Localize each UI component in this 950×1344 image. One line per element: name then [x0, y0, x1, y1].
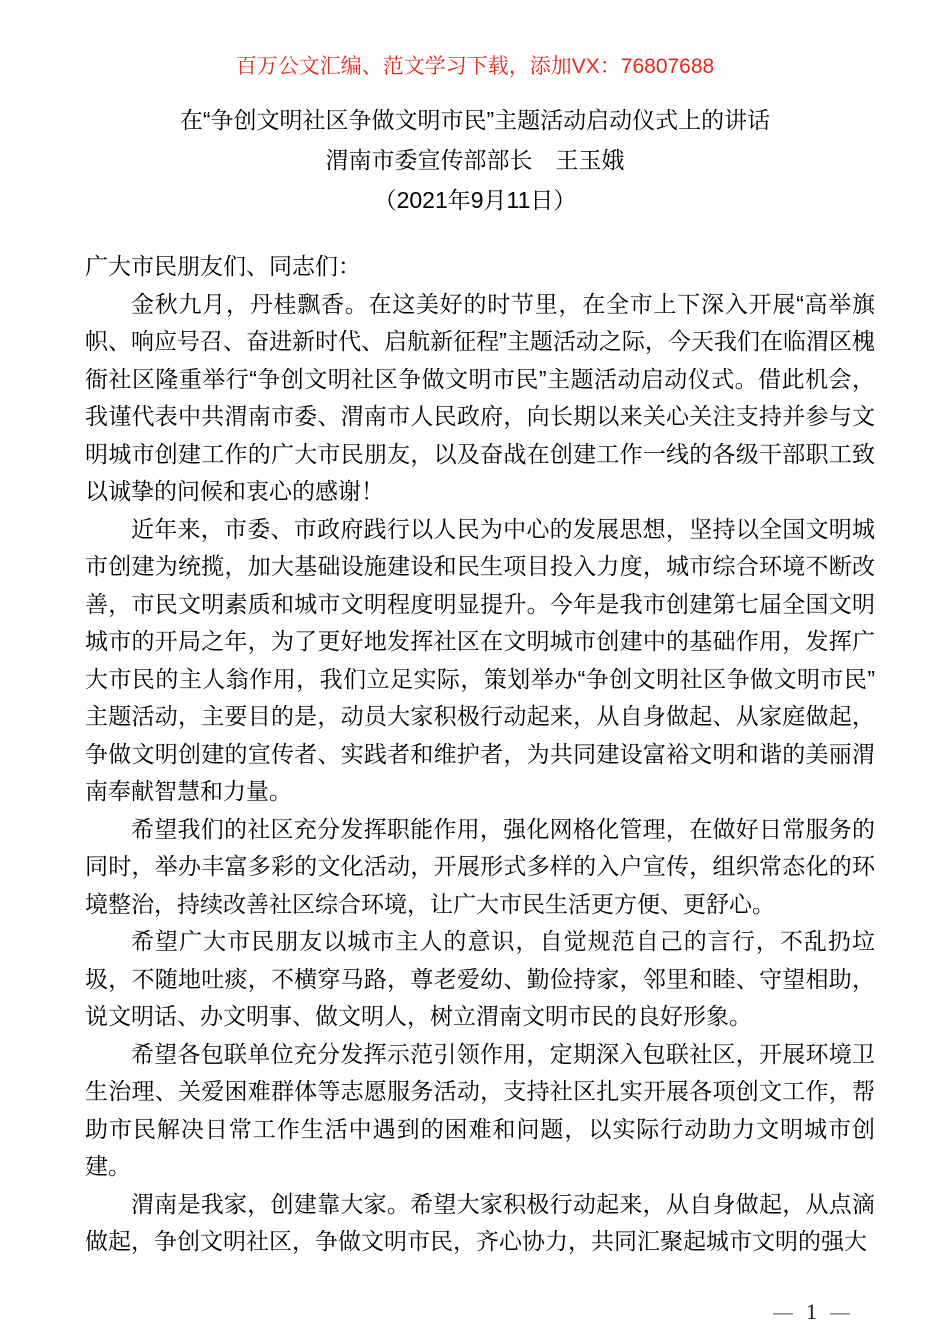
footer-dash-left: —: [773, 1302, 793, 1324]
header-notice: 百万公文汇编、范文学习下载，添加VX：76807688: [235, 55, 715, 78]
salutation: 广大市民朋友们、同志们：: [85, 253, 361, 279]
paragraph: 近年来，市委、市政府践行以人民为中心的发展思想，坚持以全国文明城市创建为统揽，加大基础设施建设和民生项目投入力度，城市综合环境不断改善，市民文明素质和城市文明程度明显提升。今年是我市创建第七届全国文明城市的开局之年，为了更好地发挥社区在文明城市创建中的基础作用，发挥广大市民的主人翁作用，我们立足实际，策划举办“争创文明社区争做文明市民”主题活动，主要目的是，动员大家积极行动起来，从自身做起、从家庭做起，争做文明创建的宣传者、实践者和维护者，为共同建设富裕文明和谐的美丽渭南奉献智慧和力量。: [85, 515, 875, 804]
document-title: 在“争创文明社区争做文明市民”主题活动启动仪式上的讲话: [179, 107, 771, 133]
footer-dash-right: —: [830, 1302, 850, 1324]
page-footer: [773, 1299, 850, 1325]
paragraph: 希望广大市民朋友以城市主人的意识，自觉规范自己的言行，不乱扔垃圾，不随地吐痰，不横穿马路，尊老爱幼、勤俭持家，邻里和睦、守望相助，说文明话、办文明事、做文明人，树立渭南文明市民的良好形象。: [85, 928, 875, 1029]
document-date: （2021年9月11日）: [373, 187, 577, 213]
paragraph: 渭南是我家，创建靠大家。希望大家积极行动起来，从自身做起，从点滴做起，争创文明社区，争做文明市民，齐心协力，共同汇聚起城市文明的强大: [85, 1190, 875, 1254]
paragraph: 希望我们的社区充分发挥职能作用，强化网格化管理，在做好日常服务的同时，举办丰富多彩的文化活动，开展形式多样的入户宣传，组织常态化的环境整治，持续改善社区综合环境，让广大市民生活更方便、更舒心。: [85, 815, 875, 917]
document-body: [85, 248, 875, 1261]
title-block: [0, 100, 950, 220]
page-number: 1: [806, 1299, 817, 1324]
paragraph: 金秋九月，丹桂飘香。在这美好的时节里，在全市上下深入开展“高举旗帜、响应号召、奋进新时代、启航新征程”主题活动之际，今天我们在临渭区槐衙社区隆重举行“争创文明社区争做文明市民”主题活动启动仪式。借此机会，我谨代表中共渭南市委、渭南市人民政府，向长期以来关心关注支持并参与文明城市创建工作的广大市民朋友，以及奋战在创建工作一线的各级干部职工致以诚挚的问候和衷心的感谢！: [85, 290, 875, 504]
document-author: 渭南市委宣传部部长 王玉娥: [325, 147, 625, 173]
paragraph: 希望各包联单位充分发挥示范引领作用，定期深入包联社区，开展环境卫生治理、关爱困难群体等志愿服务活动，支持社区扎实开展各项创文工作，帮助市民解决日常工作生活中遇到的困难和问题，以实际行动助力文明城市创建。: [85, 1040, 875, 1179]
